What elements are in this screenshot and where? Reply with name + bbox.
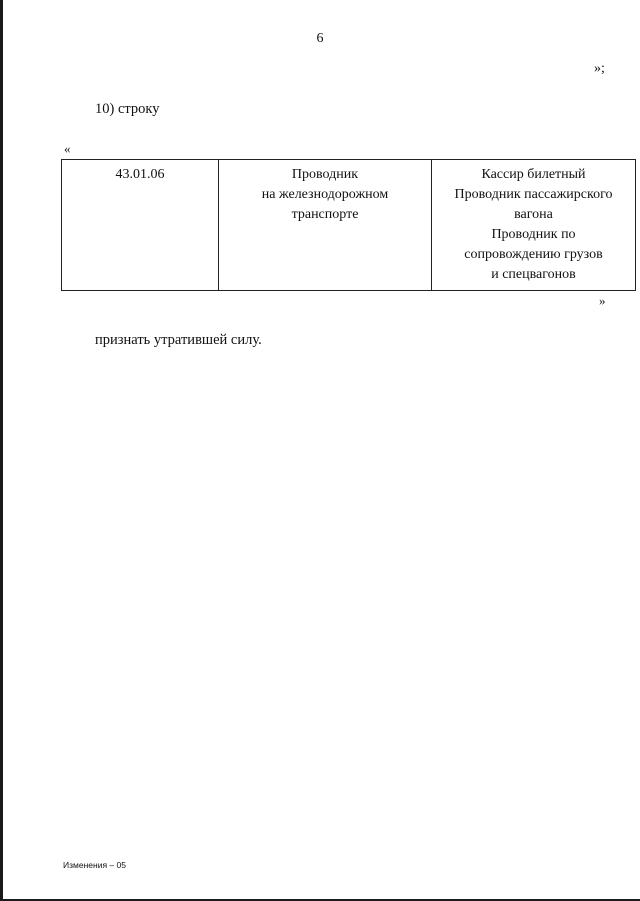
table-closing-quote: » <box>599 293 606 308</box>
code-cell <box>62 160 219 291</box>
qualification-line: Проводник по <box>491 227 576 242</box>
qualification-line: Кассир билетный <box>481 167 586 182</box>
qualification-line: Проводник пассажирского <box>454 187 613 202</box>
profession-line: на железнодорожном <box>261 187 389 202</box>
footer-note: Изменения – 05 <box>63 860 126 870</box>
closing-quote-previous: »; <box>594 61 605 76</box>
scan-border-left <box>0 0 3 901</box>
qualification-line: и спецвагонов <box>491 267 576 282</box>
page-number: 6 <box>316 31 324 46</box>
qualifications-cell <box>432 160 636 291</box>
profession-line: транспорте <box>291 207 359 222</box>
qualification-line: сопровождению грузов <box>464 247 603 262</box>
conclusion-text: признать утратившей силу. <box>95 332 262 348</box>
item-heading: 10) строку <box>95 101 160 117</box>
table-row <box>62 160 636 291</box>
amendment-table <box>61 159 636 291</box>
profession-line: Проводник <box>291 167 359 182</box>
table-opening-quote: « <box>64 141 71 156</box>
qualification-line: вагона <box>514 207 553 222</box>
code-text: 43.01.06 <box>115 167 165 182</box>
profession-cell <box>219 160 432 291</box>
